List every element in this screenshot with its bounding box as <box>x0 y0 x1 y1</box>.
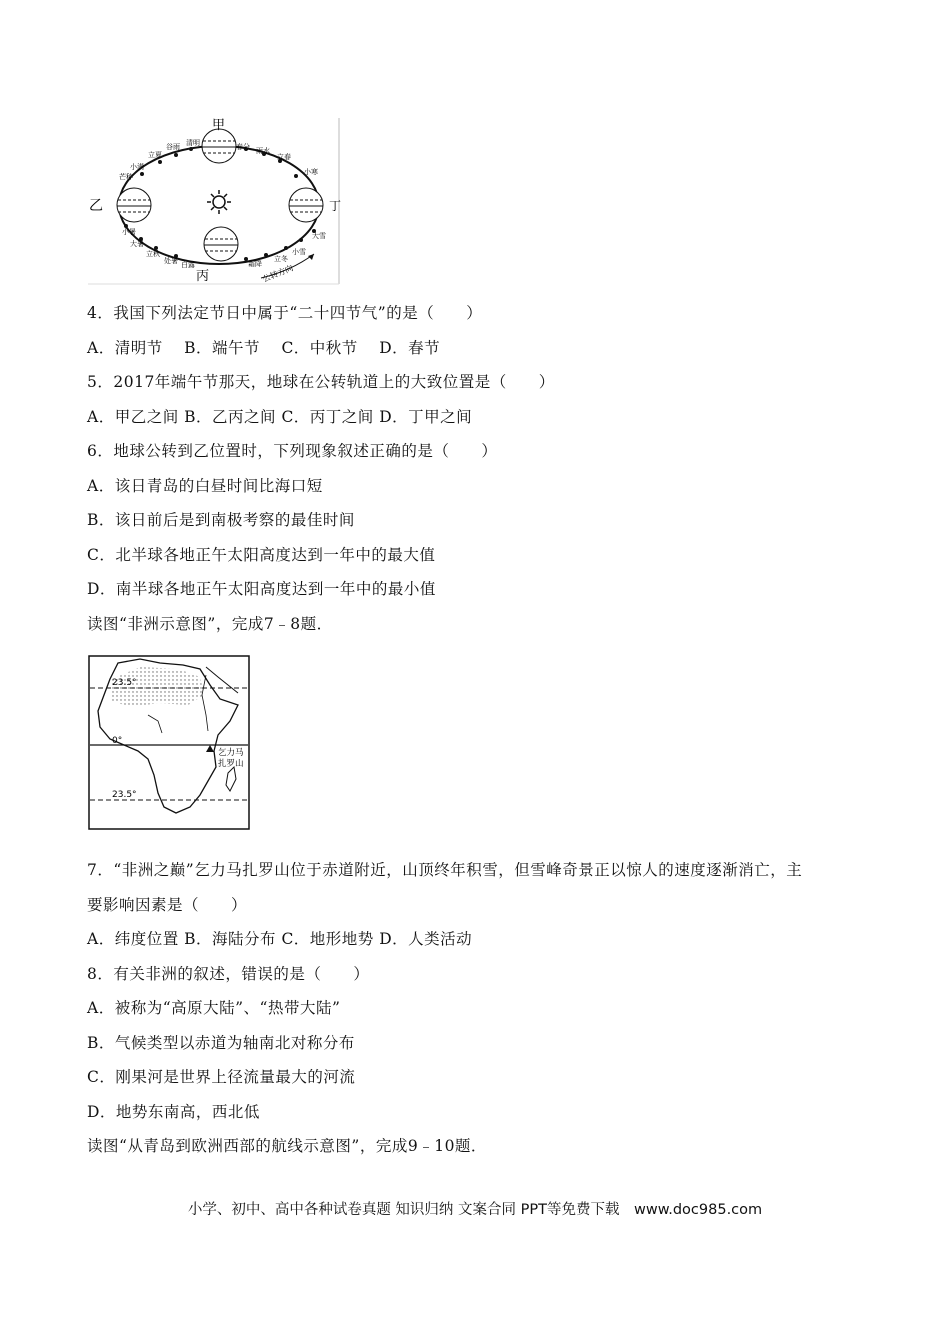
term-label: 小雪 <box>292 248 306 256</box>
equator-label: 0° <box>112 736 123 746</box>
sun-icon <box>207 190 231 214</box>
term-label: 大暑 <box>130 240 144 248</box>
term-label: 雨水 <box>256 147 270 155</box>
term-label: 立秋 <box>146 250 160 258</box>
intro-7-8: 读图“非洲示意图”，完成7﹣8题． <box>87 615 333 633</box>
label-yi: 乙 <box>89 198 103 214</box>
question-5: 5．2017年端午节那天，地球在公转轨道上的大致位置是（ ） <box>87 373 555 391</box>
question-4: 4．我国下列法定节日中属于“二十四节气”的是（ ） <box>87 304 483 322</box>
label-ding: 丁 <box>329 199 342 213</box>
question-5-options: A．甲乙之间 B．乙丙之间 C．丙丁之间 D．丁甲之间 <box>87 408 473 426</box>
question-6-option-c: C．北半球各地正午太阳高度达到一年中的最大值 <box>87 546 436 564</box>
term-label: 谷雨 <box>166 143 180 151</box>
lat-north-label: 23.5° <box>112 678 137 688</box>
orbit-diagram <box>86 116 342 286</box>
arrow-label: 公转方向 <box>261 263 295 284</box>
label-bing: 丙 <box>196 269 210 284</box>
africa-map-figure <box>88 655 252 831</box>
term-label: 大雪 <box>312 232 326 240</box>
question-8-option-c: C．刚果河是世界上径流量最大的河流 <box>87 1068 356 1086</box>
page-footer: 小学、初中、高中各种试卷真题 知识归纳 文案合同 PPT等免费下载 www.doc985.com <box>187 1202 763 1218</box>
question-6: 6．地球公转到乙位置时，下列现象叙述正确的是（ ） <box>87 442 498 460</box>
question-8-option-a: A．被称为“高原大陆”、“热带大陆” <box>87 999 341 1017</box>
term-label: 处暑 <box>164 257 178 265</box>
term-label: 芒种 <box>119 173 133 181</box>
term-label: 小寒 <box>304 168 318 176</box>
term-label: 立春 <box>277 153 291 161</box>
question-6-option-b: B．该日前后是到南极考察的最佳时间 <box>87 511 355 529</box>
question-8: 8．有关非洲的叙述，错误的是（ ） <box>87 965 370 983</box>
term-label: 霜降 <box>248 260 262 268</box>
label-jia: 甲 <box>212 118 226 133</box>
term-label: 春分 <box>236 143 250 151</box>
mountain-label-1: 乞力马 <box>218 748 244 758</box>
earth-bing <box>204 227 238 261</box>
question-7-options: A．纬度位置 B．海陆分布 C．地形地势 D．人类活动 <box>87 930 473 948</box>
mountain-label-2: 扎罗山 <box>218 759 244 769</box>
question-6-option-a: A．该日青岛的白昼时间比海口短 <box>87 477 323 495</box>
question-6-option-d: D．南半球各地正午太阳高度达到一年中的最小值 <box>87 580 436 598</box>
orbit-figure <box>86 116 342 286</box>
question-8-option-b: B．气候类型以赤道为轴南北对称分布 <box>87 1034 355 1052</box>
question-7-line-1: 7．“非洲之巅”乞力马扎罗山位于赤道附近，山顶终年积雪，但雪峰奇景正以惊人的速度逐渐消亡，主 <box>87 861 803 879</box>
term-label: 小暑 <box>122 228 136 236</box>
term-label: 立夏 <box>148 151 162 159</box>
earth-ding <box>289 188 323 222</box>
term-label: 白露 <box>181 261 195 269</box>
lat-south-label: 23.5° <box>112 790 137 800</box>
question-8-option-d: D．地势东南高，西北低 <box>87 1103 260 1121</box>
africa-map <box>88 655 252 831</box>
earth-jia <box>202 129 236 163</box>
term-label: 立冬 <box>274 255 288 263</box>
term-label: 小满 <box>130 163 144 171</box>
intro-9-10: 读图“从青岛到欧洲西部的航线示意图”，完成9﹣10题． <box>87 1137 487 1155</box>
earth-yi <box>117 188 151 222</box>
term-label: 清明 <box>186 139 200 147</box>
question-4-options: A．清明节 B．端午节 C．中秋节 D．春节 <box>87 339 441 357</box>
question-7-line-2: 要影响因素是（ ） <box>87 896 248 914</box>
